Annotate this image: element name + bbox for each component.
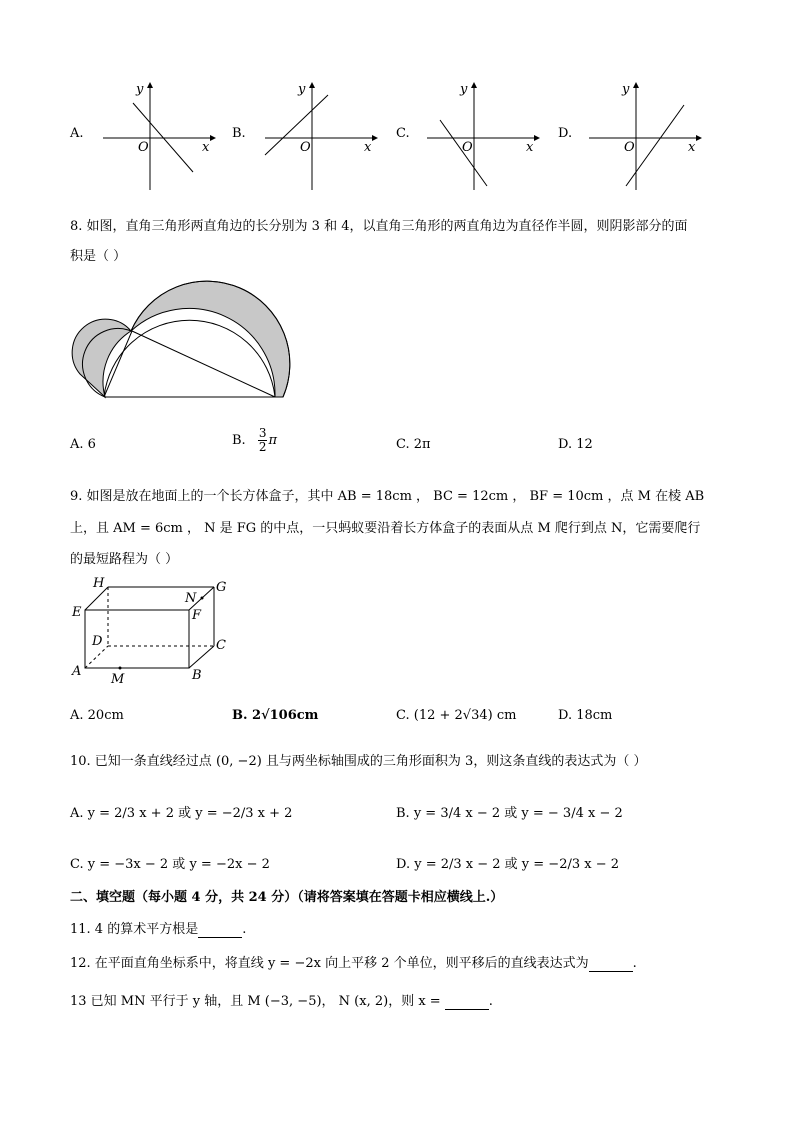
q8-option-a[interactable]: A. 6 [70,437,96,452]
q9-label-a: A [72,664,82,679]
q7-b-y-label: y [298,82,306,97]
q8-option-b[interactable] [232,427,277,454]
q9-label-m: M [111,672,125,687]
q8-shade-large [131,281,290,397]
q9-label-n: N [185,591,197,606]
q7-b-x-label: x [364,140,372,155]
q10-option-b[interactable]: B. y = 3/4 x − 2 或 y = − 3/4 x − 2 [396,806,623,821]
q7-a-x-label: x [202,140,210,155]
q8-stem-line2: 积是（ ） [70,249,127,264]
q7-graph-c [422,80,542,195]
q9-label-g: G [216,580,227,595]
q8-option-b-num: 3 [258,426,267,440]
q7-a-origin-label: O [138,140,149,155]
q12-end: . [632,956,637,971]
q11-text: 11. 4 的算术平方根是 [70,922,199,937]
q10-option-a[interactable]: A. y = 2/3 x + 2 或 y = −2/3 x + 2 [70,806,293,821]
q8-option-c[interactable]: C. 2π [396,437,431,452]
q7-d-origin-label: O [624,140,635,155]
section2-heading: 二、填空题（每小题 4 分，共 24 分）（请将答案填在答题卡相应横线上.） [70,890,504,905]
q7-d-y-label: y [622,82,630,97]
q11 [70,918,246,938]
q12-answer-blank[interactable] [589,956,633,972]
q9-label-c: C [216,638,226,653]
q7-graph-d [584,80,704,195]
q7-c-origin-label: O [462,140,473,155]
q9-label-f: F [192,608,202,623]
q9-option-d[interactable]: D. 18cm [558,708,613,723]
q8-shade-small [72,319,131,397]
q7-option-b-label[interactable]: B. [232,126,246,141]
q8-stem-line1: 8. 如图，直角三角形两直角边的长分别为 3 和 4，以直角三角形的两直角边为直径作半圆，则阴影部分的面 [70,219,688,234]
q13-answer-blank[interactable] [445,994,489,1010]
q9-stem-line3: 的最短路程为（ ） [70,552,179,567]
q11-answer-blank[interactable] [198,922,242,938]
q8-option-b-pi: π [268,433,278,448]
q12 [70,952,637,972]
q8-figure [72,280,297,410]
q8-option-b-label: B. [232,433,246,448]
q7-graph-a [98,80,218,195]
q8-option-b-den: 2 [258,440,267,454]
q10-option-d[interactable]: D. y = 2/3 x − 2 或 y = −2/3 x − 2 [396,857,620,872]
q9-option-b[interactable]: B. 2√106cm [232,708,319,723]
q9-box-figure [66,576,236,688]
q7-option-a-label[interactable]: A. [70,126,84,141]
q7-c-y-label: y [460,82,468,97]
q7-c-x-label: x [526,140,534,155]
q9-option-a[interactable]: A. 20cm [70,708,124,723]
q9-label-h: H [93,576,105,591]
q7-a-y-label: y [136,82,144,97]
q11-end: . [242,922,247,937]
q9-label-e: E [72,605,82,620]
q13-end: . [488,994,493,1009]
q13-text: 13 已知 MN 平行于 y 轴，且 M (−3, −5)， N (x, 2)，则 x = [70,994,441,1009]
q9-option-c[interactable]: C. (12 + 2√34) cm [396,708,517,723]
q9-label-d: D [92,634,103,649]
q12-text: 12. 在平面直角坐标系中，将直线 y = −2x 向上平移 2 个单位，则平移后的直线表达式为 [70,956,589,971]
q7-graph-b [260,80,380,195]
q8-option-d[interactable]: D. 12 [558,437,593,452]
q9-stem-line1: 9. 如图是放在地面上的一个长方体盒子，其中 AB = 18cm ， BC = 12cm ， BF = 10cm ，点 M 在棱 AB [70,489,705,504]
q9-label-b: B [192,668,202,683]
q7-option-d-label[interactable]: D. [558,126,573,141]
q10-option-c[interactable]: C. y = −3x − 2 或 y = −2x − 2 [70,857,270,872]
q10-stem: 10. 已知一条直线经过点 (0, −2) 且与两坐标轴围成的三角形面积为 3，则这条直线的表达式为（ ） [70,754,647,769]
q9-stem-line2: 上，且 AM = 6cm ， N 是 FG 的中点，一只蚂蚁要沿着长方体盒子的表面从点 M 爬行到点 N，它需要爬行 [70,521,701,536]
q8-option-b-fraction [258,427,268,454]
q13 [70,990,493,1010]
q7-d-x-label: x [688,140,696,155]
q7-b-origin-label: O [300,140,311,155]
q7-option-c-label[interactable]: C. [396,126,410,141]
